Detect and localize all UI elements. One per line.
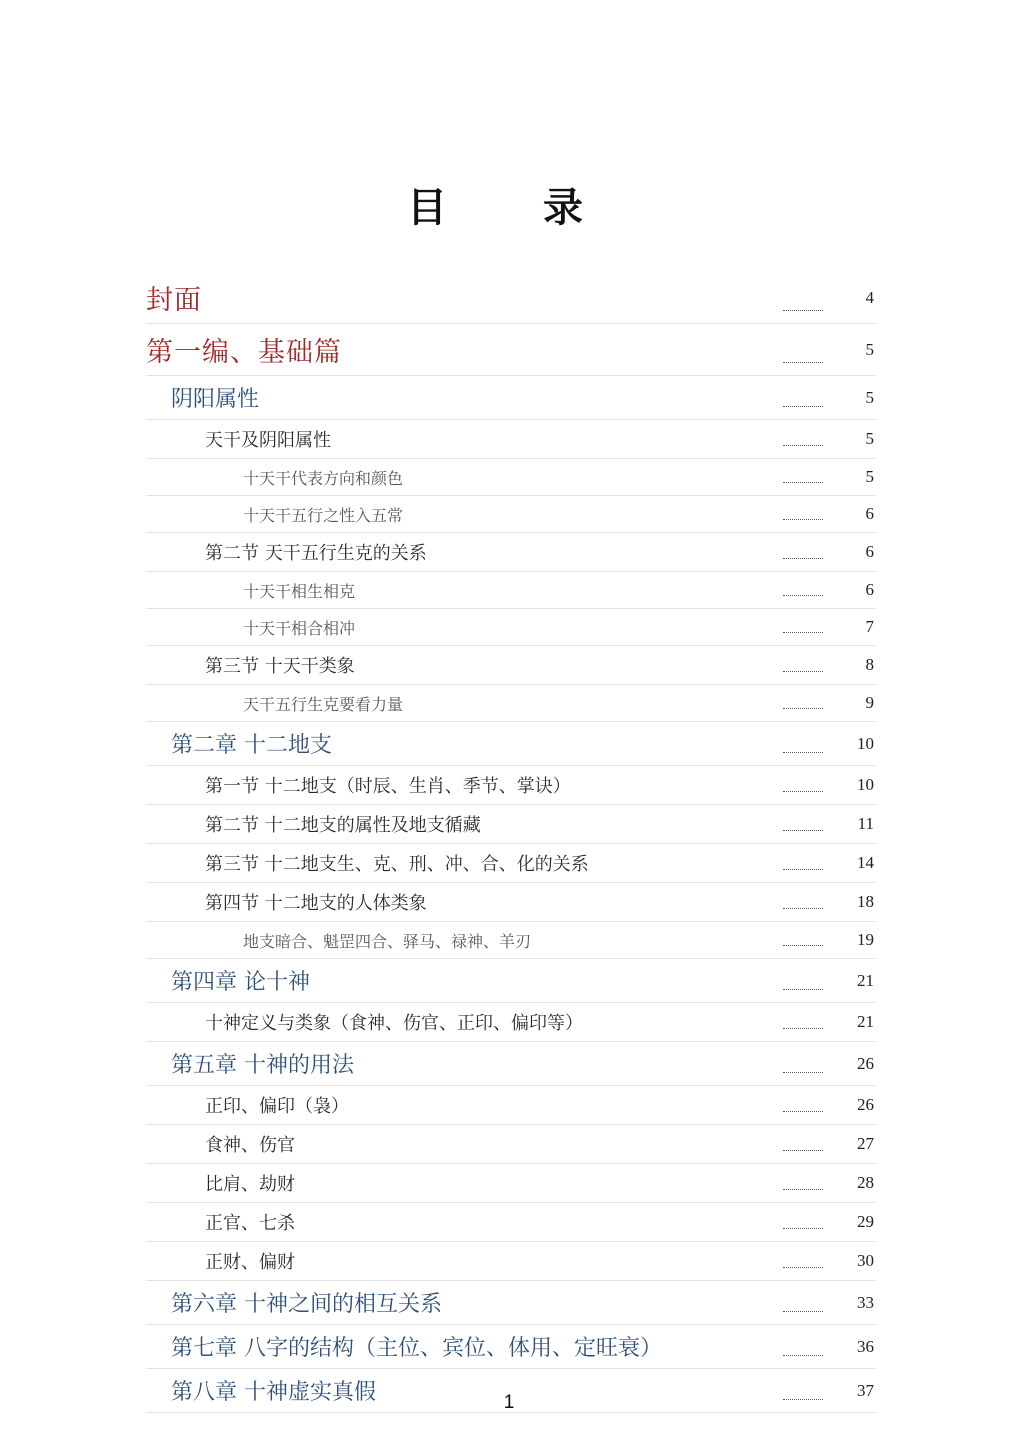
toc-leader-dots [783,362,823,363]
toc-entry-page: 26 [857,1095,874,1114]
toc-entry[interactable] [146,1125,876,1164]
toc-entry-page: 26 [857,1053,874,1073]
toc-leader-dots [783,752,823,753]
toc-entry-label: 第五章 十神的用法 [171,1053,354,1078]
toc-entry-label: 第四章 论十神 [171,970,310,995]
toc-entry-label: 十天干代表方向和颜色 [243,468,404,488]
toc-entry[interactable] [146,420,876,459]
page-title: 目 录 [407,185,611,231]
toc-entry-page: 29 [857,1212,874,1231]
toc-entry-label: 十神定义与类象（食神、伤官、正印、偏印等） [205,1013,583,1034]
toc-entry[interactable] [146,722,876,766]
toc-entry-page: 9 [865,693,874,712]
toc-leader-dots [783,1150,823,1151]
toc-entry[interactable] [146,766,876,805]
toc-entry[interactable] [146,844,876,883]
toc-leader-dots [783,595,823,596]
toc-leader-dots [783,708,823,709]
toc-leader-dots [783,519,823,520]
toc-leader-dots [783,1028,823,1029]
toc-entry[interactable] [146,1242,876,1281]
toc-leader-dots [783,1267,823,1268]
toc-entry[interactable] [146,1042,876,1086]
toc-entry-page: 19 [857,930,874,949]
toc-leader-dots [783,1311,823,1312]
toc-entry-label: 第六章 十神之间的相互关系 [171,1292,442,1317]
toc-entry-page: 30 [857,1251,874,1270]
toc-entry[interactable] [146,1086,876,1125]
toc-entry[interactable] [146,685,876,722]
toc-leader-dots [783,1355,823,1356]
toc-leader-dots [783,406,823,407]
toc-entry-page: 6 [865,504,874,523]
toc-entry-label: 第二节 十二地支的属性及地支循藏 [205,815,481,836]
page-number: 1 [503,1392,515,1413]
toc-entry-label: 第七章 八字的结构（主位、宾位、体用、定旺衰） [171,1336,662,1361]
toc-leader-dots [783,908,823,909]
toc-entry-label: 第四节 十二地支的人体类象 [205,893,427,914]
toc-entry-label: 第一节 十二地支（时辰、生肖、季节、掌诀） [205,776,571,797]
toc-entry-page: 11 [857,814,874,833]
toc-leader-dots [783,989,823,990]
toc-entry[interactable] [146,1003,876,1042]
toc-entry-label: 第八章 十神虚实真假 [171,1380,376,1405]
toc-entry-label: 正财、偏财 [205,1252,295,1273]
toc-entry[interactable] [146,324,876,376]
toc-entry-label: 食神、伤官 [205,1135,295,1156]
toc-entry-page: 33 [857,1292,874,1312]
toc-entry[interactable] [146,1281,876,1325]
toc-entry-page: 6 [865,580,874,599]
toc-entry-page: 37 [857,1380,874,1400]
toc-entry-label: 封面 [146,285,202,316]
toc-entry-page: 21 [857,1012,874,1031]
toc-leader-dots [783,482,823,483]
toc-entry[interactable] [146,959,876,1003]
toc-leader-dots [783,310,823,311]
toc-entry[interactable] [146,272,876,324]
toc-entry-page: 36 [857,1336,874,1356]
toc-entry-page: 14 [857,853,874,872]
table-of-contents [146,272,876,1413]
toc-leader-dots [783,1111,823,1112]
toc-entry[interactable] [146,922,876,959]
toc-entry-label: 第三节 十二地支生、克、刑、冲、合、化的关系 [205,854,589,875]
toc-entry-label: 天干五行生克要看力量 [243,694,404,714]
toc-entry-page: 4 [865,287,874,307]
toc-leader-dots [783,1228,823,1229]
toc-entry-page: 5 [865,339,874,359]
toc-entry-page: 5 [865,387,874,407]
toc-entry[interactable] [146,1164,876,1203]
toc-leader-dots [783,1072,823,1073]
toc-leader-dots [783,445,823,446]
toc-entry[interactable] [146,1325,876,1369]
toc-entry-label: 第一编、基础篇 [146,337,342,368]
toc-leader-dots [783,632,823,633]
toc-entry[interactable] [146,646,876,685]
toc-entry[interactable] [146,533,876,572]
toc-leader-dots [783,1189,823,1190]
toc-entry[interactable] [146,496,876,533]
toc-entry-page: 10 [857,733,874,753]
toc-entry-page: 5 [865,429,874,448]
toc-entry[interactable] [146,572,876,609]
toc-entry-label: 天干及阴阳属性 [205,430,331,451]
toc-leader-dots [783,558,823,559]
toc-entry-label: 第二节 天干五行生克的关系 [205,543,427,564]
toc-leader-dots [783,830,823,831]
toc-entry[interactable] [146,376,876,420]
toc-entry-page: 10 [857,775,874,794]
toc-entry-page: 28 [857,1173,874,1192]
toc-leader-dots [783,869,823,870]
toc-leader-dots [783,671,823,672]
toc-entry-label: 第二章 十二地支 [171,733,332,758]
toc-entry-page: 7 [865,617,874,636]
toc-entry-label: 十天干相生相克 [243,581,356,601]
toc-entry-label: 十天干五行之性入五常 [243,505,404,525]
toc-entry-label: 地支暗合、魁罡四合、驿马、禄神、羊刃 [243,931,532,951]
toc-entry-label: 十天干相合相冲 [243,618,356,638]
toc-entry-page: 5 [865,467,874,486]
toc-entry-page: 6 [865,542,874,561]
toc-entry-label: 比肩、劫财 [205,1174,295,1195]
toc-leader-dots [783,791,823,792]
toc-entry-page: 18 [857,892,874,911]
toc-entry-label: 第三节 十天干类象 [205,656,355,677]
toc-entry[interactable] [146,883,876,922]
toc-entry[interactable] [146,805,876,844]
toc-leader-dots [783,945,823,946]
toc-entry[interactable] [146,1203,876,1242]
toc-entry-label: 阴阳属性 [171,387,260,412]
toc-entry-label: 正印、偏印（袅） [205,1096,349,1117]
toc-entry[interactable] [146,459,876,496]
toc-entry-page: 27 [857,1134,874,1153]
toc-entry-label: 正官、七杀 [205,1213,295,1234]
toc-entry-page: 8 [865,655,874,674]
toc-entry[interactable] [146,609,876,646]
toc-entry-page: 21 [857,970,874,990]
